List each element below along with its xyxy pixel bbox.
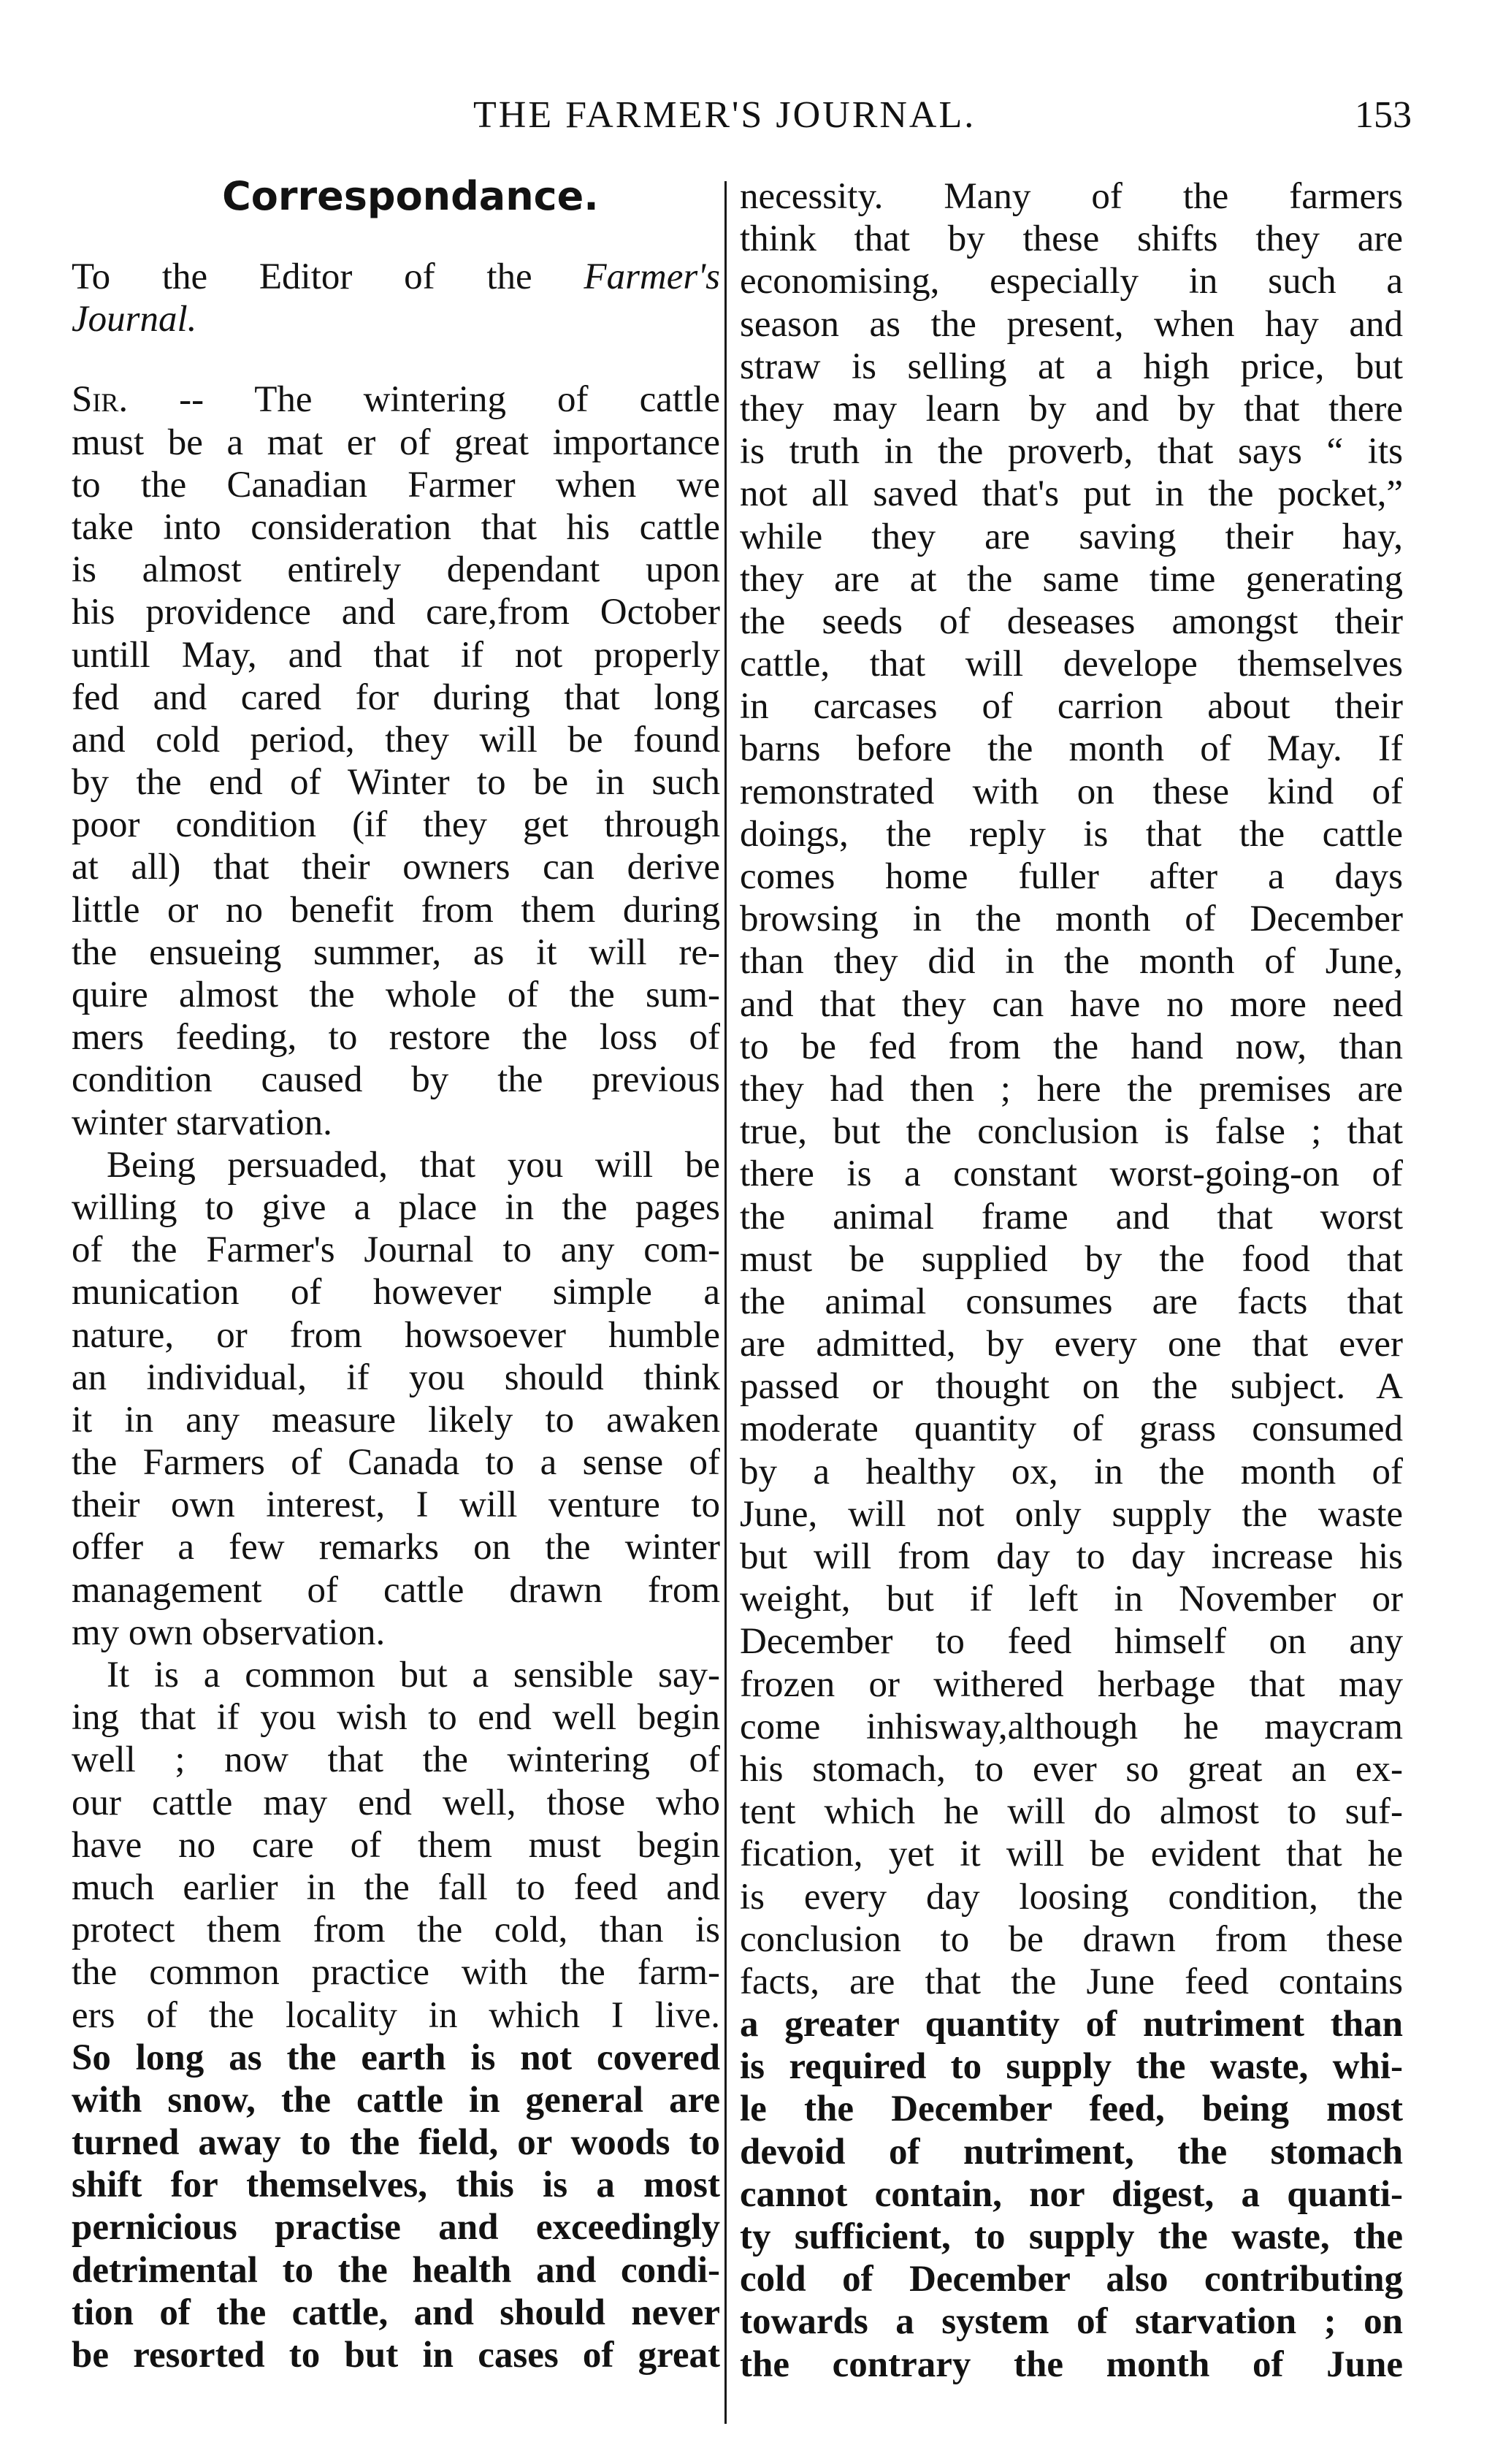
text-line: pernicious practise and exceedingly — [72, 2207, 720, 2249]
text-line: they had then ; here the premises are — [740, 1068, 1403, 1110]
text-line: So long as the earth is not covered — [72, 2037, 720, 2078]
text-line: willing to give a place in the pages — [72, 1186, 720, 1228]
text-line: nature, or from howsoever humble — [72, 1314, 720, 1356]
salutation-line — [72, 256, 720, 298]
text-line: at all) that their owners can derive — [72, 847, 720, 888]
text-line: June, will not only supply the waste — [740, 1493, 1403, 1535]
text-line: fed and cared for during that long — [72, 676, 720, 718]
text-line: true, but the conclusion is false ; that — [740, 1111, 1403, 1153]
running-title: THE FARMER'S JOURNAL. — [473, 94, 976, 136]
text-line: is truth in the proverb, that says “ its — [740, 431, 1403, 473]
text-line: winter starvation. — [72, 1102, 332, 1143]
text-line: in carcases of carrion about their — [740, 686, 1403, 728]
text-line: of the Farmer's Journal to any com- — [72, 1229, 720, 1271]
text-line: barns before the month of May. If — [740, 728, 1403, 770]
text-line: and cold period, they will be found — [72, 719, 720, 760]
text-line: our cattle may end well, those who — [72, 1782, 720, 1823]
text-line: condition caused by the previous — [72, 1059, 720, 1101]
text-line: with snow, the cattle in general are — [72, 2079, 720, 2121]
text-line: Being persuaded, that you will be — [107, 1144, 720, 1186]
text-line: mers feeding, to restore the loss of — [72, 1017, 720, 1059]
text-line: think that by these shifts they are — [740, 218, 1403, 260]
text-line: necessity. Many of the farmers — [740, 176, 1403, 217]
right-column — [740, 175, 1403, 2386]
text-line: his providence and care,from October — [72, 592, 720, 633]
text-line: to be fed from the hand now, than — [740, 1026, 1403, 1067]
text-line: cannot contain, nor digest, a quanti- — [740, 2173, 1403, 2215]
salutation-journal-name-cont: Journal. — [72, 299, 197, 340]
text-line: the animal consumes are facts that — [740, 1281, 1403, 1322]
text-line: and that they can have no more need — [740, 983, 1403, 1025]
article-heading: Correspondance. — [222, 173, 599, 219]
text-line: weight, but if left in November or — [740, 1579, 1403, 1620]
text-line: be resorted to but in cases of great — [72, 2335, 720, 2376]
text-line: the ensueing summer, as it will re- — [72, 931, 720, 973]
column-divider — [724, 181, 727, 2424]
text-line — [72, 378, 720, 421]
text-line: they may learn by and by that there — [740, 388, 1403, 430]
text-fragment: -- The wintering of cattle — [128, 379, 720, 421]
text-line: well ; now that the wintering of — [72, 1739, 720, 1781]
text-line: shift for themselves, this is a most — [72, 2164, 720, 2206]
salutation-text: To the Editor of the — [72, 256, 584, 297]
text-line: an individual, if you should think — [72, 1357, 720, 1398]
text-line: It is a common but a sensible say- — [107, 1655, 720, 1696]
text-line: poor condition (if they get through — [72, 804, 720, 846]
text-line: ing that if you wish to end well begin — [72, 1697, 720, 1739]
text-line: the common practice with the farm- — [72, 1952, 720, 1994]
text-line: than they did in the month of June, — [740, 941, 1403, 983]
text-line: have no care of them must begin — [72, 1824, 720, 1866]
text-line: passed or thought on the subject. A — [740, 1366, 1403, 1408]
text-line: cold of December also contributing — [740, 2259, 1403, 2300]
text-line: little or no benefit from them during — [72, 889, 720, 931]
text-line: the Farmers of Canada to a sense of — [72, 1442, 720, 1484]
text-line: protect them from the cold, than is — [72, 1910, 720, 1951]
page-header — [69, 94, 1412, 145]
text-line: is required to supply the waste, whi- — [740, 2046, 1403, 2088]
paragraph-gap — [72, 340, 720, 378]
text-line: by a healthy ox, in the month of — [740, 1451, 1403, 1492]
text-line: are admitted, by every one that ever — [740, 1324, 1403, 1365]
salutation-journal-name: Farmer's — [584, 256, 720, 297]
text-line: his stomach, to ever so great an ex- — [740, 1748, 1403, 1790]
text-line: munication of however simple a — [72, 1272, 720, 1313]
text-line: take into consideration that his cattle — [72, 506, 720, 548]
text-line: while they are saving their hay, — [740, 516, 1403, 557]
text-line: much earlier in the fall to feed and — [72, 1866, 720, 1908]
text-line: the animal frame and that worst — [740, 1196, 1403, 1237]
text-line: the seeds of deseases amongst their — [740, 600, 1403, 642]
text-line: but will from day to day increase his — [740, 1536, 1403, 1577]
text-line: it in any measure likely to awaken — [72, 1399, 720, 1441]
text-line: cattle, that will develope themselves — [740, 644, 1403, 685]
text-line: ers of the locality in which I live. — [72, 1994, 720, 2036]
text-line: frozen or withered herbage that may — [740, 1663, 1403, 1705]
text-line: offer a few remarks on the winter — [72, 1527, 720, 1568]
text-line: tion of the cattle, and should never — [72, 2292, 720, 2333]
text-line: facts, are that the June feed contains — [740, 1961, 1403, 2002]
text-line: le the December feed, being most — [740, 2089, 1403, 2130]
text-line: conclusion to be drawn from these — [740, 1918, 1403, 1960]
salutation-sir: Sir. — [72, 379, 129, 421]
text-line: must be a mat er of great importance — [72, 422, 720, 463]
text-line: remonstrated with on these kind of — [740, 771, 1403, 812]
text-line: untill May, and that if not properly — [72, 634, 720, 676]
text-line: December to feed himself on any — [740, 1621, 1403, 1663]
right-body-text — [740, 175, 1403, 2386]
text-line: fication, yet it will be evident that he — [740, 1834, 1403, 1875]
text-line: comes home fuller after a days — [740, 856, 1403, 897]
text-line: is almost entirely dependant upon — [72, 549, 720, 591]
text-line: a greater quantity of nutriment than — [740, 2004, 1403, 2045]
text-line: they are at the same time generating — [740, 558, 1403, 600]
text-line: is every day loosing condition, the — [740, 1876, 1403, 1918]
text-line: ty sufficient, to supply the waste, the — [740, 2216, 1403, 2257]
text-line: the contrary the month of June — [740, 2343, 1403, 2385]
text-line: browsing in the month of December — [740, 899, 1403, 940]
text-line: towards a system of starvation ; on — [740, 2301, 1403, 2343]
page-number: 153 — [1355, 94, 1412, 136]
text-line: detrimental to the health and condi- — [72, 2249, 720, 2291]
text-line: come inhisway,although he maycram — [740, 1706, 1403, 1747]
text-line: season as the present, when hay and — [740, 303, 1403, 345]
text-line: there is a constant worst-going-on of — [740, 1153, 1403, 1195]
text-line: straw is selling at a high price, but — [740, 346, 1403, 387]
text-line: economising, especially in such a — [740, 261, 1403, 302]
text-line: my own observation. — [72, 1611, 386, 1653]
text-line: devoid of nutriment, the stomach — [740, 2131, 1403, 2173]
text-line: doings, the reply is that the cattle — [740, 813, 1403, 855]
text-line: by the end of Winter to be in such — [72, 762, 720, 804]
text-line: quire almost the whole of the sum- — [72, 974, 720, 1015]
left-body-text — [72, 378, 720, 2376]
text-line: moderate quantity of grass consumed — [740, 1408, 1403, 1450]
text-line: management of cattle drawn from — [72, 1569, 720, 1611]
text-line: their own interest, I will venture to — [72, 1484, 720, 1526]
left-column — [72, 175, 720, 2376]
text-line: turned away to the field, or woods to — [72, 2122, 720, 2164]
text-line: to the Canadian Farmer when we — [72, 464, 720, 506]
text-line: not all saved that's put in the pocket,” — [740, 473, 1403, 515]
text-line: tent which he will do almost to suf- — [740, 1791, 1403, 1833]
text-line: must be supplied by the food that — [740, 1238, 1403, 1280]
